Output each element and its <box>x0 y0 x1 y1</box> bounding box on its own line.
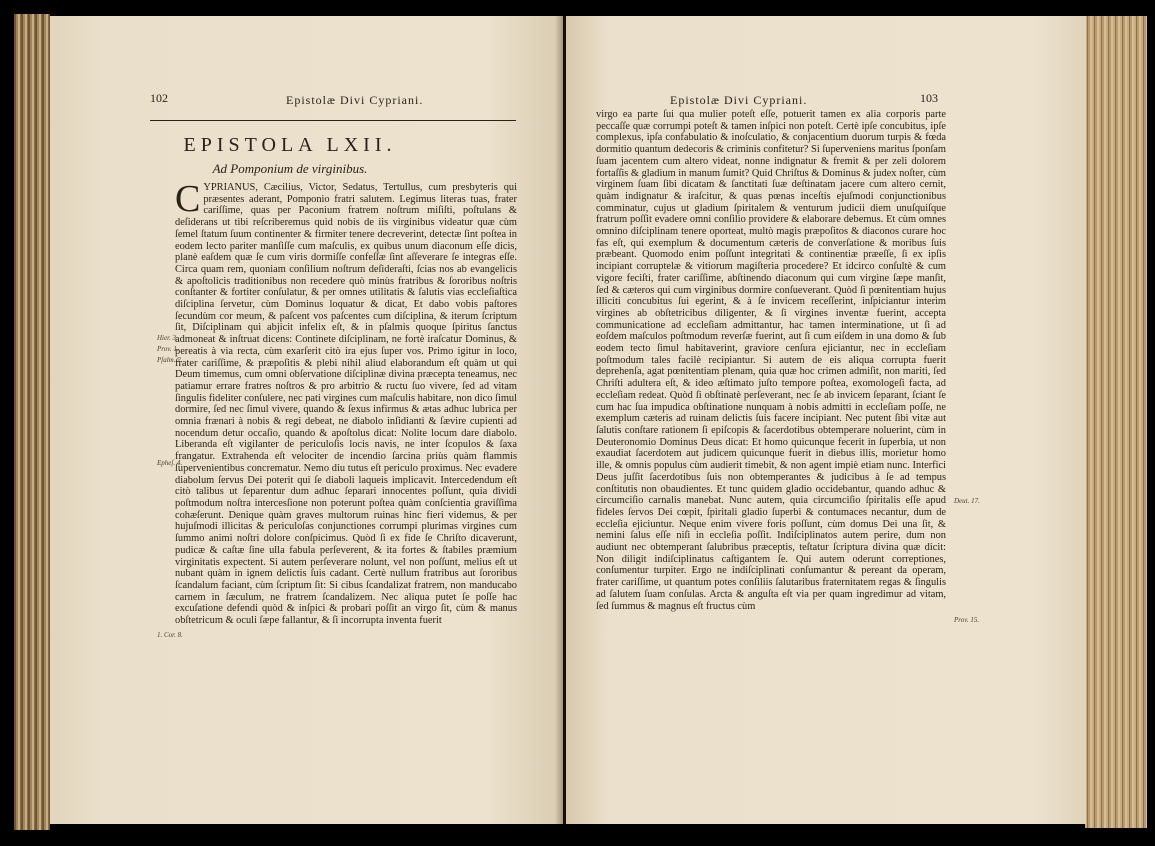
margin-note: Pſalm. 2. <box>157 356 183 364</box>
body-text <box>596 109 946 699</box>
page-edges-left <box>14 14 50 830</box>
header-rule <box>150 120 516 121</box>
drop-cap: C <box>175 178 201 220</box>
right-page <box>566 16 1086 824</box>
left-page <box>50 16 563 824</box>
margin-note: Epheſ. 4. <box>157 459 183 467</box>
margin-note: Deut. 17. <box>954 497 980 505</box>
page-number: 102 <box>150 91 168 105</box>
margin-note: Prov. 1. <box>157 345 179 353</box>
epistle-subtitle: Ad Pomponium de virginibus. <box>212 161 368 176</box>
running-head: Epistolæ Divi Cypriani. <box>670 93 808 107</box>
body-paragraph: YPRIANUS, Cæcilius, Victor, Sedatus, Tertullus, cum presbyteris qui præsentes aderant, Pomponio fratri salutem. Legimus literas tuas, frater cariſſime, quas per Paconium fratrem noſtrum miſiſti, poſtulans & deſiderans ut tibi reſcriberemus quid nobis de iis virginibus videatur quæ cùm ſemel ſtatum ſuum continenter & firmiter tenere decreverint, detectæ ſint poſtea in eodem lecto pariter manſiſſe cum maſculis, ex quibus unum diaconum eſſe dicis, planè eaſdem quæ ſe cum viris dormiſſe confeſſæ ſint aſſeverare ſe integras eſſe. Circa quam rem, quoniam conſilium noſtrum deſideraſti, ſcias nos ab evangelicis & apoſtolicis traditionibus non recedere quò minùs fratribus & ſororibus noſtris conſtanter & fortiter conſulatur, & per omnes utilitatis & ſalutis vias eccleſiaſtica diſciplina ſervetur, cùm Dominus loquatur & dicat, Et dabo vobis paſtores ſecundùm cor meum, & paſcent vos paſcentes cum diſciplina, & iterum ſcriptum ſit, Diſciplinam qui abjicit infelix eſt, & in pſalmis quoque ſpiritus ſanctus admoneat & inſtruat dicens: Continete diſciplinam, ne fortè iraſcatur Dominus, & pereatis à via recta, cùm exarſerit citò ira ejus ſuper vos. Primo igitur in loco, frater cariſſime, & præpoſitis & plebi nihil aliud elaborandum eſt quàm ut qui Deum timemus, cum omni obſervatione diſciplinæ divina præcepta teneamus, nec patiamur errare fratres noſtros & pro arbitrio & ructu ſuo vivere, ſed ad vitam ſingulis fideliter conſulere, nec pati virgines cum maſculis habitare, non dico ſimul dormire, ſed nec ſimul vivere, quando & ſexus infirmus & ætas adhuc lubrica per omnia frænari à nobis & regi debeat, ne diabolo inſidianti & ſævire cupienti ad nocendum detur occaſio, quando & apoſtolus dicat: Nolite locum dare diabolo. Liberanda eſt vigilanter de periculoſis locis navis, ne inter ſcopulos & ſaxa frangatur. Extrahenda eſt velociter de incendio ſarcina priùs quàm flammis ſupervenientibus concrematur. Nemo diu tutus eſt periculo proximus. Nec evadere diabolum ſervus Dei poterit qui ſe diaboli laqueis implicavit. Intercedendum eſt citò talibus ut ſeparentur dum adhuc ſeparari innocentes poſſunt, quia dividi poſtmodum noſtra intercesſione non poterunt poſtea quàm conſcientia graviſſima cohæſerunt. Denique quàm graves multorum ruinas hinc fieri videmus, & per hujuſmodi illicitas & periculoſas conjunctiones corrumpi plurimas virgines cum ſummo animi noſtri dolore conſpicimus. Quòd ſi ex fide ſe Chriſto dicaverunt, pudicæ & caſtæ ſine ulla fabula perſeverent, & ita fortes & ſtabiles præmium virginitatis expectent. Si autem perſeverare nolunt, vel non poſſunt, melius eſt ut nubant quàm in ignem delictis ſuis cadant. Certè nullum fratribus aut ſororibus ſcandalum faciant, cùm ſcriptum ſit: Si cibus ſcandalizat fratrem, non manducabo carnem in ſæculum, ne fratrem ſcandalizem. Nec aliqua putet ſe poſſe hac excuſatione defendi quòd & inſpici & probari poſſit an virgo ſit, cùm & manus obſtetricum & oculi ſæpe fallantur, & ſi incorrupta inventa fuerit <box>175 182 517 627</box>
margin-note: 1. Cor. 8. <box>157 631 183 639</box>
running-head: Epistolæ Divi Cypriani. <box>286 93 424 107</box>
margin-note: Hier. 3. <box>157 334 178 342</box>
body-text <box>175 178 517 694</box>
page-edges-right <box>1085 16 1147 828</box>
page-number: 103 <box>920 91 938 105</box>
body-paragraph: virgo ea parte ſui qua mulier poteſt eſſe, potuerit tamen ex alia corporis parte peccaſſe quæ corrumpi poteſt & tamen inſpici non poteſt. Certè ipſe concubitus, ipſe complexus, ipſa confabulatio & inoſculatio, & conjacentium duorum turpis & fœda dormitio quantum dedecoris & criminis confitetur? Si ſuperveniens maritus ſponſam ſuam jacentem cum altero videat, nonne indignatur & fremit & per zeli dolorem fortaſſis & gladium in manum ſumit? Quid Chriſtus & Dominus & judex noſter, cùm virginem ſuam ſibi dicatam & ſanctitati ſuæ deſtinatam jacere cum altero cernit, quàm indignatur & iraſcitur, & quas pœnas inceſtis ejuſmodi conjunctionibus comminatur, cujus ut gladium ſpiritalem & venturum judicii diem unuſquiſque fratrum poſſit evadere omni conſilio providere & elaborare debemus. Et cùm omnes omnino diſciplinam tenere oporteat, multò magis præpoſitos & diaconos curare hoc fas eſt, qui exemplum & documentum cæteris de converſatione & moribus ſuis præbeant. Quomodo enim poſſunt integritati & continentiæ præeſſe, ſi ex ipſis incipiant corruptelæ & vitiorum magiſteria procedere? Et idcirco conſultè & cum vigore feciſti, frater cariſſime, abſtinendo diaconum qui cum virgine ſæpe manſit, ſed & cæteros qui cum virginibus dormire conſueverant. Quòd ſi pœnitentiam hujus illiciti concubitus ſui egerint, & à ſe invicem receſſerint, inſpiciantur interim virgines ab obſtetricibus diligenter, & ſi virgines inventæ fuerint, accepta communicatione ad eccleſiam admittantur, hac tamen interminatione, ut ſi ad eoſdem maſculos poſtmodum reverſæ fuerint, aut ſi cum eiſdem in una domo & ſub eodem tecto ſimul habitaverint, graviore cenſura ejiciantur, nec in eccleſiam poſtmodum tales facilè recipiantur. Si autem de eis aliqua corrupta fuerit deprehenſa, agat pœnitentiam plenam, quia quæ hoc crimen admiſit, non mariti, ſed Chriſti adultera eſt, & ideo æſtimato juſto tempore poſtea, exomologeſi facta, ad eccleſiam redeat. Quòd ſi obſtinatè perſeverant, nec ſe ab invicem ſeparant, ſciant ſe cum hac ſua impudica obſtinatione nunquam à nobis admitti in eccleſiam poſſe, ne exemplum cæteris ad ruinam delictis ſuis facere incipiant. Nec putent ſibi vitæ aut ſalutis conſtare rationem ſi epiſcopis & ſacerdotibus obtemperare noluerint, cùm in Deuteronomio Dominus Deus dicat: Et homo quicunque fecerit in ſuperbia, ut non exaudiat ſacerdotem aut judicem quicunque fuerit in diebus illis, morietur homo ille, & omnis populus cùm audierit timebit, & non agent impiè etiam nunc. Interfici Deus juſſit ſacerdotibus ſuis non obtemperantes & judicibus à ſe ad tempus conſtitutis non obaudientes. Et tunc quidem gladio occidebantur, quando adhuc & circumciſio carnalis manebat. Nunc autem, quia circumciſio ſpiritalis eſſe apud fideles ſervos Dei cœpit, ſpiritali gladio ſuperbi & contumaces necantur, dum de eccleſia ejiciuntur. Neque enim vivere foris poſſunt, cùm domus Dei una ſit, & nemini ſalus eſſe niſi in eccleſia poſſit. Indiſciplinatos autem perire, dum non audiunt nec obtemperant ſalubribus præceptis, teſtatur ſcriptura divina quæ dicit: Non diligit indiſciplinatus caſtigantem ſe. Qui autem oderunt correptiones, conſumentur turpiter. Ergo ne indiſciplinati conſumantur & pereant da operam, frater cariſſime, ut quantum potes conſiliis ſalutaribus fraternitatem regas & ſingulis ad ſalutem ſuam conſulas. Arcta & anguſta eſt via per quam ingredimur ad vitam, ſed ſummus & magnus eſt fructus cùm <box>596 109 946 612</box>
margin-note: Prov. 15. <box>954 616 980 624</box>
epistle-title: EPISTOLA LXII. <box>183 134 397 156</box>
